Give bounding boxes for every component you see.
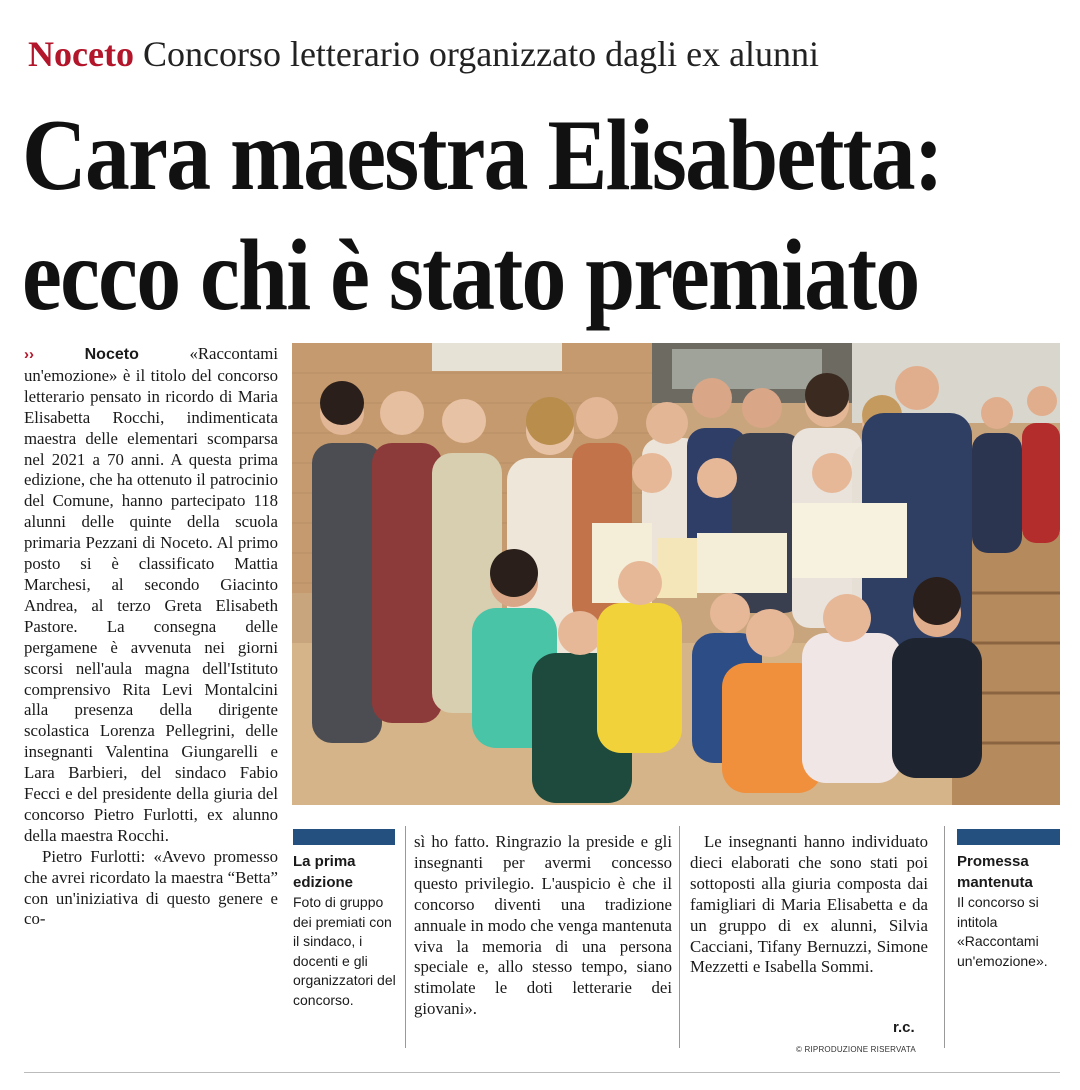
- column-2-text: sì ho fatto. Ringrazio la preside e gli insegnanti per avermi concesso questo privilegio. L'auspicio è che il concorso diventi una tradizione annuale in modo che venga mantenuta viva la memoria di una persona speciale e, allo stesso tempo, siano stimolate le doti letterarie dei giovani».: [414, 832, 672, 1019]
- lead-place: Noceto: [84, 346, 139, 363]
- column-divider: [679, 826, 680, 1048]
- lead-paragraph-2: Pietro Furlotti: «Avevo promesso che avrei ricordato la maestra “Betta” con un'iniziativa di questo genere e co-: [24, 846, 278, 929]
- column-2: [414, 832, 672, 1020]
- caption-title: La prima edizione: [293, 853, 356, 891]
- bottom-rule: [24, 1072, 1060, 1073]
- box-text: Il concorso si intitola «Raccontami un'emozione».: [957, 894, 1048, 969]
- headline-line-1: Cara maestra Elisabetta:: [22, 99, 942, 212]
- column-3: [690, 832, 928, 978]
- kicker-place: Noceto: [28, 34, 134, 74]
- group-photo: [292, 343, 1060, 805]
- headline: [22, 96, 942, 336]
- author-signoff: r.c.: [893, 1019, 915, 1036]
- lead-arrow-icon: ››: [24, 346, 34, 363]
- box-title: Promessa mantenuta: [957, 853, 1033, 891]
- column-3-text: Le insegnanti hanno individuato dieci elaborati che sono stati poi sottoposti alla giuria composta dai famigliari di Maria Elisabetta e da un gruppo di ex alunni, Silvia Cacciani, Tifany Bernuzzi, Simone Mezzetti e Isabella Sommi.: [690, 832, 928, 977]
- photo-caption: [293, 851, 398, 1010]
- lead-paragraph-1: [24, 344, 278, 847]
- kicker: [28, 30, 819, 78]
- lead-text: «Raccontami un'emozione» è il titolo del concorso letterario pensato in ricordo di Maria Elisabetta Rocchi, indimenticata maestra delle elementari scomparsa nel 2021 a 70 anni. A questa prima edizione, che ha ottenuto il patrocinio del Comune, hanno partecipato 118 alunni delle quinte della scuola primaria Pezzani di Noceto. Al primo posto si è classificato Mattia Marchesi, al secondo Giacinto Andrea, al terzo Greta Elisabeth Pastore. La consegna delle pergamene è avvenuta nei giorni scorsi nell'aula magna dell'Istituto comprensivo Rita Levi Montalcini alla presenza della dirigente scolastica Lorenza Pellegrini, delle insegnanti Valentina Giungarelli e Lara Barbieri, del sindaco Fabio Fecci e del presidente della giuria del concorso Pietro Furlotti, ex alunno della maestra Rocchi.: [24, 344, 278, 845]
- caption-bar: [293, 829, 395, 845]
- caption-text: Foto di gruppo dei premiati con il sindaco, i docenti e gli organizzatori del concorso.: [293, 894, 396, 1008]
- headline-line-2: ecco chi è stato premiato: [22, 219, 919, 332]
- lead-column: [24, 344, 278, 930]
- sidebar-box: [957, 851, 1069, 971]
- kicker-subtitle: Concorso letterario organizzato dagli ex alunni: [142, 34, 820, 74]
- copyright-notice: © RIPRODUZIONE RISERVATA: [796, 1045, 916, 1054]
- box-bar: [957, 829, 1060, 845]
- column-divider: [405, 826, 406, 1048]
- column-divider: [944, 826, 945, 1048]
